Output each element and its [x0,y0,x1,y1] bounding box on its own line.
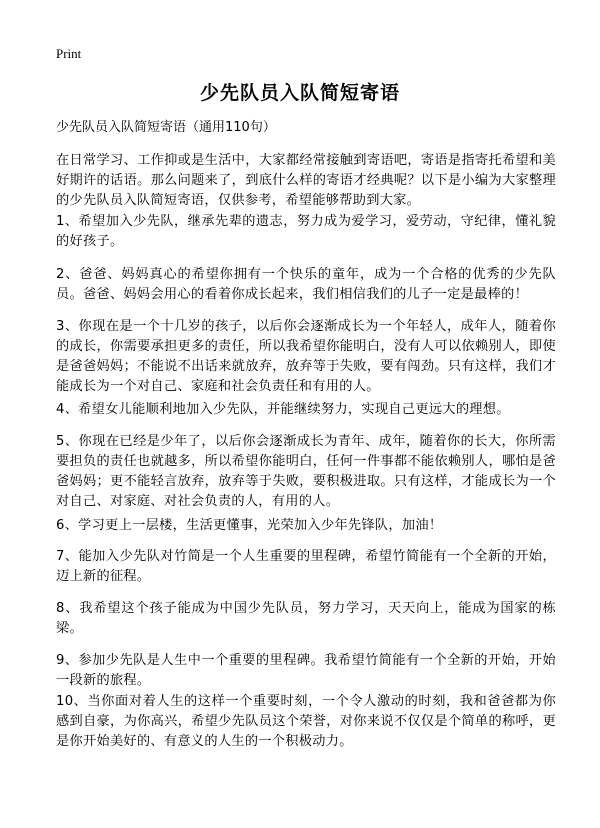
print-link[interactable]: Print [56,46,82,61]
message-item-4: 4、希望女儿能顺利地加入少先队，并能继续努力，实现自己更远大的理想。 [56,402,510,417]
intro-paragraph: 在日常学习、工作抑或是生活中，大家都经常接触到寄语吧，寄语是指寄托希望和美好期许的话语。那么问题来了，到底什么样的寄语才经典呢？以下是小编为大家整理的少先队员入队简短寄语，仅供参考，希望能够帮助到大家。 [56,153,556,208]
message-item-2: 2、爸爸、妈妈真心的希望你拥有一个快乐的童年，成为一个合格的优秀的少先队员。爸爸、妈妈会用心的看着你成长起来，我们相信我们的儿子一定是最棒的！ [56,267,556,302]
message-item-7: 7、能加入少先队对竹简是一个人生重要的里程碑，希望竹简能有一个全新的开始，迈上新的征程。 [56,549,556,584]
page-title: 少先队员入队简短寄语 [199,82,400,104]
message-item-8: 8、我希望这个孩子能成为中国少先队员，努力学习，天天向上，能成为国家的栋梁。 [56,601,556,636]
message-item-5: 5、你现在已经是少年了，以后你会逐渐成长为青年、成年，随着你的长大，你所需要担负的责任也就越多，所以希望你能明白，任何一件事都不能依赖别人，哪怕是爸爸妈妈；更不能轻言放弃，放弃等于失败，要积极进取。只有这样，才能成长为一个对自己、对家庭、对社会负责的人，有用的人。 [56,434,556,509]
message-item-9: 9、参加少先队是人生中一个重要的里程碑。我希望竹简能有一个全新的开始，开始一段新的旅程。 [56,653,556,688]
message-item-6: 6、学习更上一层楼，生活更懂事，光荣加入少年先锋队，加油！ [56,518,443,533]
message-item-10: 10、当你面对着人生的这样一个重要时刻，一个令人激动的时刻，我和爸爸都为你感到自豪，为你高兴，希望少先队员这个荣誉，对你来说不仅仅是个简单的称呼，更是你开始美好的、有意义的人生的一个积极动力。 [56,694,556,749]
message-item-1: 1、希望加入少先队，继承先辈的遗志，努力成为爱学习，爱劳动，守纪律，懂礼貌的好孩子。 [56,214,556,249]
document-subtitle: 少先队员入队简短寄语（通用110句） [56,120,276,135]
message-item-3: 3、你现在是一个十几岁的孩子，以后你会逐渐成长为一个年轻人，成年人，随着你的成长，你需要承担更多的责任，所以我希望你能明白，没有人可以依赖别人，即使是爸爸妈妈；不能说不出话来就放弃，放弃等于失败，要有闯劲。只有这样，我们才能成长为一个对自己、家庭和社会负责任和有用的人。 [56,319,556,394]
